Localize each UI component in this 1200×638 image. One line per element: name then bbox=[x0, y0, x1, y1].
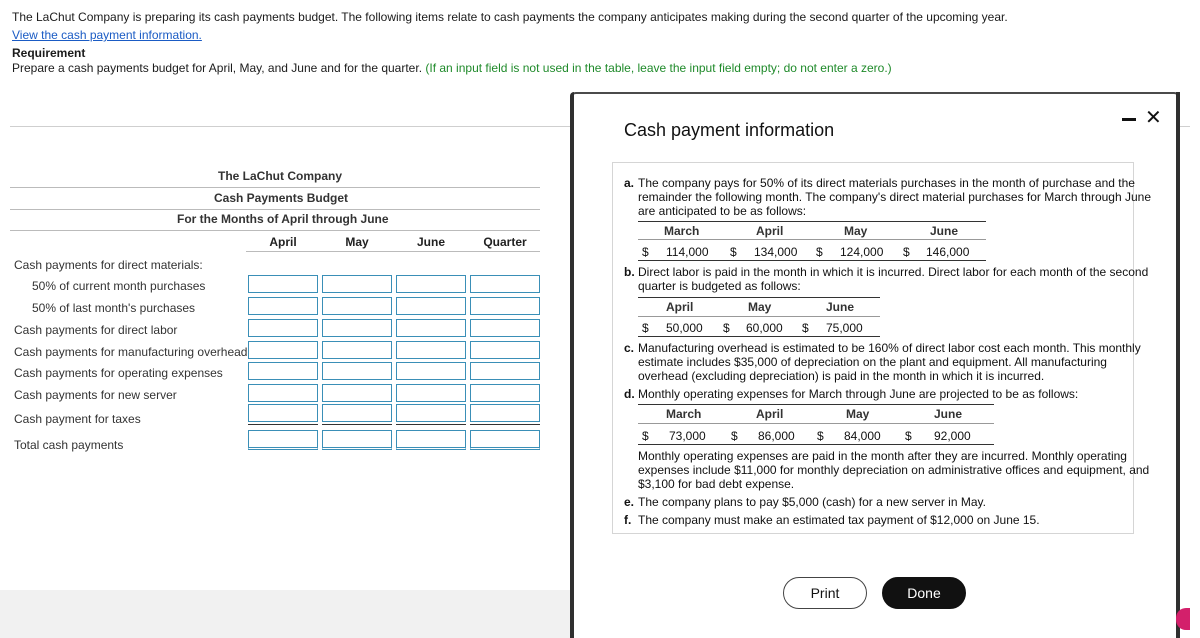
item-f-label bbox=[624, 513, 631, 527]
table-d-header: May bbox=[846, 407, 870, 421]
input-current-month-april[interactable] bbox=[248, 275, 318, 293]
dialog-title: Cash payment information bbox=[624, 120, 835, 140]
done-button[interactable]: Done bbox=[882, 577, 966, 609]
intro-text: The LaChut Company is preparing its cash payments budget. The following items relate to cash payments the company anticipates making during the second quarter of the upcoming year. bbox=[12, 10, 1008, 24]
table-d-value: 84,000 bbox=[844, 429, 881, 443]
row-label-operating-expenses: Cash payments for operating expenses bbox=[14, 366, 223, 380]
input-last-month-june[interactable] bbox=[396, 297, 466, 315]
row-label-current-month: 50% of current month purchases bbox=[32, 279, 206, 293]
item-c-marker: c. bbox=[624, 341, 635, 355]
dialog-border bbox=[1176, 92, 1180, 638]
table-d-header: June bbox=[934, 407, 963, 421]
budget-period: For the Months of April through June bbox=[177, 212, 389, 226]
dollar-sign: $ bbox=[731, 429, 738, 443]
col-header-may: May bbox=[345, 235, 369, 249]
subtotal-rule bbox=[248, 424, 318, 425]
table-a-header: March bbox=[664, 224, 700, 238]
budget-divider bbox=[10, 230, 540, 231]
dollar-sign: $ bbox=[802, 321, 809, 335]
table-b-mid-rule bbox=[638, 316, 880, 317]
table-d-value: 86,000 bbox=[758, 429, 795, 443]
item-a-text-3: are anticipated to be as follows: bbox=[638, 204, 807, 218]
input-last-month-april[interactable] bbox=[248, 297, 318, 315]
input-total-may[interactable] bbox=[322, 430, 392, 450]
item-d-text-1: Monthly operating expenses for March through June are projected to be as follows: bbox=[638, 387, 1079, 401]
table-a-header: April bbox=[756, 224, 784, 238]
row-label-direct-materials: Cash payments for direct materials: bbox=[14, 258, 203, 272]
input-direct-labor-may[interactable] bbox=[322, 319, 392, 337]
dollar-sign: $ bbox=[816, 245, 823, 259]
dollar-sign: $ bbox=[905, 429, 912, 443]
input-direct-labor-quarter[interactable] bbox=[470, 319, 540, 337]
input-current-month-quarter[interactable] bbox=[470, 275, 540, 293]
view-cash-payment-info-link[interactable]: View the cash payment information. bbox=[12, 28, 202, 42]
input-total-quarter[interactable] bbox=[470, 430, 540, 450]
table-a-mid-rule bbox=[638, 239, 986, 240]
row-label-new-server: Cash payments for new server bbox=[14, 388, 177, 402]
budget-divider bbox=[10, 209, 540, 210]
table-d-value: 92,000 bbox=[934, 429, 971, 443]
item-a-text-1: The company pays for 50% of its direct materials purchases in the month of purchase and the bbox=[638, 176, 1135, 190]
table-a-value: 134,000 bbox=[754, 245, 798, 259]
input-taxes-april[interactable] bbox=[248, 404, 318, 422]
table-d-header: March bbox=[666, 407, 702, 421]
item-a-marker: a. bbox=[624, 176, 635, 190]
item-b-text-2: quarter is budgeted as follows: bbox=[638, 279, 801, 293]
budget-divider bbox=[10, 187, 540, 188]
item-b-text-1: Direct labor is paid in the month in which it is incurred. Direct labor for each month of the second bbox=[638, 265, 1149, 279]
table-b-value: 60,000 bbox=[746, 321, 783, 335]
row-label-taxes: Cash payment for taxes bbox=[14, 412, 141, 426]
item-a-label bbox=[624, 176, 634, 190]
table-a-header: May bbox=[844, 224, 868, 238]
close-icon[interactable]: ✕ bbox=[1145, 107, 1162, 129]
dialog-border bbox=[570, 92, 574, 638]
item-b-marker: b. bbox=[624, 265, 635, 279]
input-direct-labor-june[interactable] bbox=[396, 319, 466, 337]
table-a-value: 146,000 bbox=[926, 245, 970, 259]
table-d-bottom-rule bbox=[638, 444, 994, 445]
requirement-instruction: Prepare a cash payments budget for April, May, and June and for the quarter. bbox=[12, 61, 423, 75]
item-e-marker: e. bbox=[624, 495, 635, 509]
col-header-quarter: Quarter bbox=[483, 235, 527, 249]
item-f-text: The company must make an estimated tax payment of $12,000 on June 15. bbox=[638, 513, 1040, 527]
item-d-text-3: expenses include $11,000 for monthly depreciation on administrative offices and equipment, and bbox=[638, 463, 1150, 477]
input-manufacturing-overhead-quarter[interactable] bbox=[470, 341, 540, 359]
table-a-top-rule bbox=[638, 221, 986, 222]
input-operating-expenses-quarter[interactable] bbox=[470, 362, 540, 380]
row-label-direct-labor: Cash payments for direct labor bbox=[14, 323, 178, 337]
input-taxes-june[interactable] bbox=[396, 404, 466, 422]
item-d-label bbox=[624, 387, 635, 401]
row-label-last-month: 50% of last month's purchases bbox=[32, 301, 196, 315]
table-b-top-rule bbox=[638, 297, 880, 298]
item-d-text-2: Monthly operating expenses are paid in the month after they are incurred. Monthly operating bbox=[638, 449, 1127, 463]
item-c-text-2: estimate includes $35,000 of depreciation on the plant and equipment. All manufacturing bbox=[638, 355, 1107, 369]
budget-title: Cash Payments Budget bbox=[214, 191, 349, 205]
item-d-text-4: $3,100 for bad debt expense. bbox=[638, 477, 795, 491]
row-label-manufacturing-overhead: Cash payments for manufacturing overhead bbox=[14, 345, 248, 359]
dollar-sign: $ bbox=[642, 429, 649, 443]
table-d-value: 73,000 bbox=[669, 429, 706, 443]
input-manufacturing-overhead-may[interactable] bbox=[322, 341, 392, 359]
minimize-icon[interactable] bbox=[1122, 118, 1136, 121]
dollar-sign: $ bbox=[723, 321, 730, 335]
table-d-mid-rule bbox=[638, 423, 994, 424]
requirement-note: (If an input field is not used in the table, leave the input field empty; do not enter a zero.) bbox=[425, 61, 892, 75]
row-label-total: Total cash payments bbox=[14, 438, 124, 452]
input-total-june[interactable] bbox=[396, 430, 466, 450]
background-strip bbox=[0, 590, 570, 638]
table-a-header: June bbox=[930, 224, 959, 238]
col-header-april: April bbox=[269, 235, 297, 249]
dollar-sign: $ bbox=[730, 245, 737, 259]
dollar-sign: $ bbox=[642, 245, 649, 259]
item-b-label bbox=[624, 265, 635, 279]
item-f-marker: f. bbox=[624, 513, 632, 527]
table-a-value: 124,000 bbox=[840, 245, 884, 259]
item-e-label bbox=[624, 495, 634, 509]
item-a-text-2: remainder the following month. The company's direct material purchases for March through June bbox=[638, 190, 1151, 204]
table-a-value: 114,000 bbox=[666, 245, 709, 259]
input-operating-expenses-april[interactable] bbox=[248, 362, 318, 380]
dollar-sign: $ bbox=[642, 321, 649, 335]
subtotal-rule bbox=[470, 424, 540, 425]
table-b-bottom-rule bbox=[638, 336, 880, 337]
header-underline bbox=[246, 251, 540, 252]
table-b-header: April bbox=[666, 300, 694, 314]
item-c-text-3: overhead (excluding depreciation) is paid in the month in which it is incurred. bbox=[638, 369, 1045, 383]
requirement-text bbox=[12, 61, 892, 75]
input-new-server-april[interactable] bbox=[248, 384, 318, 402]
input-taxes-may[interactable] bbox=[322, 404, 392, 422]
requirement-heading: Requirement bbox=[12, 46, 86, 60]
table-b-value: 50,000 bbox=[666, 321, 703, 335]
col-header-june: June bbox=[416, 235, 445, 249]
subtotal-rule bbox=[396, 424, 466, 425]
input-new-server-may[interactable] bbox=[322, 384, 392, 402]
table-b-header: May bbox=[748, 300, 772, 314]
input-last-month-quarter[interactable] bbox=[470, 297, 540, 315]
item-c-label bbox=[624, 341, 634, 355]
input-manufacturing-overhead-june[interactable] bbox=[396, 341, 466, 359]
budget-company: The LaChut Company bbox=[218, 169, 343, 183]
table-a-bottom-rule bbox=[638, 260, 986, 261]
table-d-top-rule bbox=[638, 404, 994, 405]
input-operating-expenses-may[interactable] bbox=[322, 362, 392, 380]
item-d-marker: d. bbox=[624, 387, 635, 401]
table-d-header: April bbox=[756, 407, 784, 421]
input-taxes-quarter[interactable] bbox=[470, 404, 540, 422]
print-button[interactable]: Print bbox=[783, 577, 867, 609]
dollar-sign: $ bbox=[903, 245, 910, 259]
dollar-sign: $ bbox=[817, 429, 824, 443]
input-new-server-quarter[interactable] bbox=[470, 384, 540, 402]
input-current-month-may[interactable] bbox=[322, 275, 392, 293]
input-total-april[interactable] bbox=[248, 430, 318, 450]
input-new-server-june[interactable] bbox=[396, 384, 466, 402]
input-operating-expenses-june[interactable] bbox=[396, 362, 466, 380]
input-last-month-may[interactable] bbox=[322, 297, 392, 315]
item-e-text: The company plans to pay $5,000 (cash) for a new server in May. bbox=[638, 495, 986, 509]
table-b-value: 75,000 bbox=[826, 321, 863, 335]
input-manufacturing-overhead-april[interactable] bbox=[248, 341, 318, 359]
subtotal-rule bbox=[322, 424, 392, 425]
input-direct-labor-april[interactable] bbox=[248, 319, 318, 337]
help-tab[interactable] bbox=[1176, 608, 1190, 630]
table-b-header: June bbox=[826, 300, 855, 314]
input-current-month-june[interactable] bbox=[396, 275, 466, 293]
item-c-text-1: Manufacturing overhead is estimated to be 160% of direct labor cost each month. This monthly bbox=[638, 341, 1141, 355]
